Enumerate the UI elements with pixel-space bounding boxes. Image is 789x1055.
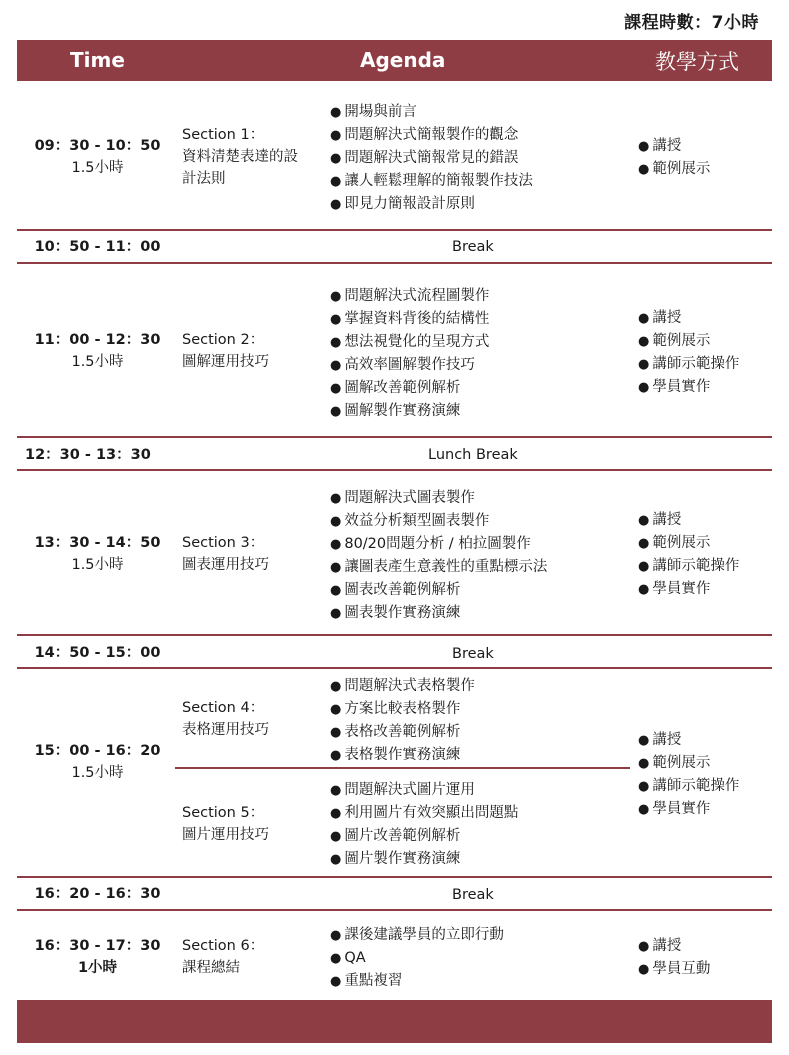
row-duration: 1.5小時 [71,765,124,781]
break-time: 16：20 - 16：30 [34,886,161,902]
list-item: ● 80/20問題分析 / 柏拉圖製作 [330,533,547,556]
row-duration: 1.5小時 [71,354,124,370]
row-time: 16：30 - 17：30 [34,938,161,954]
list-item: ● 問題解決式流程圖製作 [330,285,489,308]
list-item: ● 讓圖表產生意義性的重點標示法 [330,556,547,579]
list-item: ● 表格改善範例解析 [330,721,475,744]
list-item: ● 講師示範操作 [638,775,739,798]
list-item: ● 學員實作 [638,578,739,601]
list-item: ● 問題解決式簡報常見的錯誤 [330,147,533,170]
break-time: 10：50 - 11：00 [34,239,161,255]
section-title: Section 6： [182,938,265,954]
break-label: Break [452,887,494,903]
break-time: 14：50 - 15：00 [34,645,161,661]
list-item: ● 圖表製作實務演練 [330,602,547,625]
list-item: ● 方案比較表格製作 [330,698,475,721]
row-divider [17,262,772,264]
list-item: ● 圖表改善範例解析 [330,579,547,602]
section-title: Section 2： [182,332,265,348]
row-divider [17,229,772,231]
list-item: ● 問題解決式表格製作 [330,675,475,698]
section-divider [175,767,630,769]
break-label: Lunch Break [428,447,518,463]
agenda-items [330,101,533,216]
table-footer [17,1000,772,1043]
list-item: ● 講授 [638,307,739,330]
list-item: ● 掌握資料背後的結構性 [330,308,489,331]
list-item: ● 課後建議學員的立即行動 [330,924,504,947]
list-item: ● 利用圖片有效突顯出問題點 [330,802,518,825]
list-item: ● 學員互動 [638,958,710,981]
list-item: ● 讓人輕鬆理解的簡報製作技法 [330,170,533,193]
teaching-methods [638,509,739,601]
course-hours: 課程時數：7小時 [624,13,759,33]
list-item: ● 問題解決式圖表製作 [330,487,547,510]
list-item: ● 學員實作 [638,376,739,399]
row-divider [17,634,772,636]
list-item: ● 即見力簡報設計原則 [330,193,533,216]
list-item: ● 範例展示 [638,532,739,555]
break-time: 12：30 - 13：30 [25,447,151,463]
row-time: 13：30 - 14：50 [34,535,161,551]
teaching-methods [638,307,739,399]
list-item: ● 高效率圖解製作技巧 [330,354,489,377]
agenda-items [330,675,475,767]
row-divider [17,876,772,878]
list-item: ● 講授 [638,935,710,958]
section-subtitle: 表格運用技巧 [182,722,269,738]
section-subtitle: 計法則 [182,171,226,187]
list-item: ● 效益分析類型圖表製作 [330,510,547,533]
section-subtitle: 圖片運用技巧 [182,827,269,843]
list-item: ● 講授 [638,729,739,752]
section-subtitle: 圖表運用技巧 [182,557,269,573]
list-item: ● 學員實作 [638,798,739,821]
section-title: Section 5： [182,805,265,821]
agenda-items [330,487,547,625]
list-item: ● 範例展示 [638,158,710,181]
header-method: 教學方式 [655,50,739,74]
row-time: 09：30 - 10：50 [34,138,161,154]
section-title: Section 3： [182,535,265,551]
list-item: ● 講授 [638,509,739,532]
list-item: ● 圖解改善範例解析 [330,377,489,400]
list-item: ● 講授 [638,135,710,158]
list-item: ● 圖片改善範例解析 [330,825,518,848]
list-item: ● 問題解決式簡報製作的觀念 [330,124,533,147]
list-item: ● 問題解決式圖片運用 [330,779,518,802]
row-duration: 1.5小時 [71,160,124,176]
break-label: Break [452,646,494,662]
section-title: Section 4： [182,700,265,716]
break-label: Break [452,239,494,255]
row-divider [17,909,772,911]
list-item: ● 講師示範操作 [638,353,739,376]
row-divider [17,469,772,471]
row-time: 11：00 - 12：30 [34,332,161,348]
list-item: ● 圖解製作實務演練 [330,400,489,423]
row-duration: 1小時 [77,960,118,976]
section-subtitle: 課程總結 [182,960,240,976]
row-time: 15：00 - 16：20 [34,743,161,759]
section-title: Section 1： [182,127,265,143]
header-time: Time [70,48,125,72]
row-divider [17,667,772,669]
list-item: ● 重點複習 [330,970,504,993]
list-item: ● 表格製作實務演練 [330,744,475,767]
section-subtitle: 圖解運用技巧 [182,354,269,370]
teaching-methods [638,935,710,981]
teaching-methods [638,135,710,181]
list-item: ● QA [330,947,504,970]
agenda-items [330,285,489,423]
list-item: ● 開場與前言 [330,101,533,124]
section-subtitle: 資料清楚表達的設 [182,149,298,165]
row-divider [17,436,772,438]
teaching-methods [638,729,739,821]
header-agenda: Agenda [360,48,446,72]
list-item: ● 圖片製作實務演練 [330,848,518,871]
agenda-items [330,924,504,993]
list-item: ● 講師示範操作 [638,555,739,578]
row-duration: 1.5小時 [71,557,124,573]
agenda-items [330,779,518,871]
list-item: ● 想法視覺化的呈現方式 [330,331,489,354]
list-item: ● 範例展示 [638,752,739,775]
list-item: ● 範例展示 [638,330,739,353]
